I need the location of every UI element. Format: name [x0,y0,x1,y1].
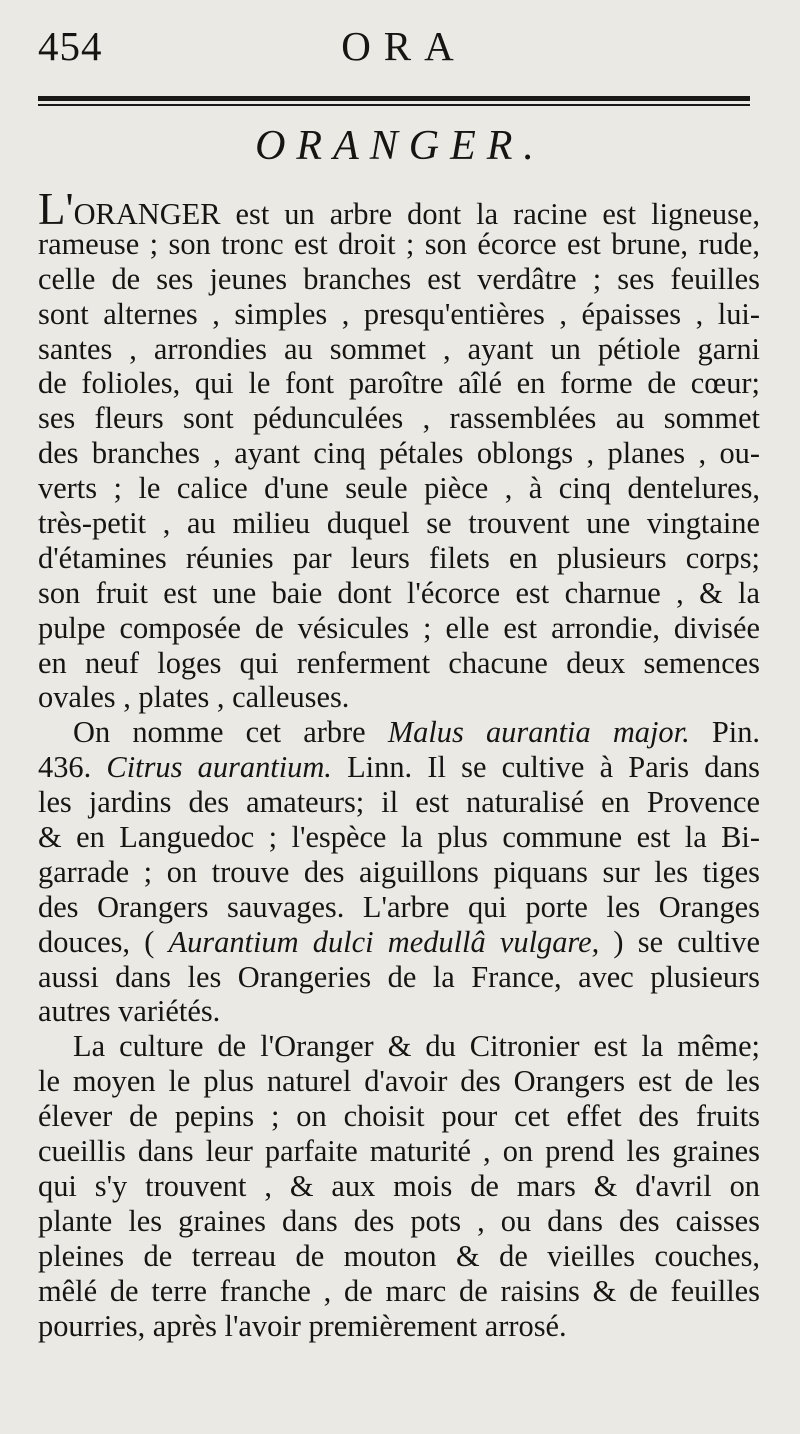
text-line [38,994,760,1029]
text-segment: celle de ses jeunes branches est verdâtre ; ses feuilles [38,261,760,296]
text-line [38,611,760,646]
italic-text: Aurantium dulci medullâ vulgare, [168,924,600,959]
text-segment: Linn. Il se cultive à Paris dans [331,750,761,785]
text-line [38,332,760,367]
text-segment: des Orangers sauvages. L'arbre qui porte les Oranges [38,889,760,924]
text-segment: santes , arrondies au sommet , ayant un pétiole garni [38,331,760,366]
text-line [38,1169,760,1204]
header-rule-thin [38,104,750,106]
text-segment: ovales , plates , calleuses. [38,680,350,715]
text-line [38,366,760,401]
text-line [38,960,760,995]
text-segment: & en Languedoc ; l'espèce la plus commune est la Bi- [38,820,760,855]
article-title: ORANGER. [255,123,545,169]
text-segment: pourries, après l'avoir premièrement arrosé. [38,1308,567,1343]
text-line [38,262,760,297]
text-segment: cueillis dans leur parfaite maturité , on prend les graines [38,1134,760,1169]
paragraph [38,184,760,715]
text-segment: 436. [38,750,107,785]
text-segment: La culture de l'Oranger & du Citronier est la même; [73,1029,760,1064]
text-line [38,184,760,234]
text-segment: autres variétés. [38,994,221,1029]
text-segment: Pin. [689,715,760,750]
text-segment: On nomme cet arbre [73,715,388,750]
text-segment: verts ; le calice d'une seule pièce , à cinq dentelures, [38,471,760,506]
article-body [38,184,761,1343]
text-line [38,297,760,332]
text-segment: pleines de terreau de mouton & de vieilles couches, [38,1238,760,1273]
text-segment: qui s'y trouvent , & aux mois de mars & d'avril on [38,1168,760,1203]
text-segment: rameuse ; son tronc est droit ; son écorce est brune, rude, [38,226,760,261]
text-line [38,401,760,436]
page-header [38,22,750,78]
text-line [38,1064,760,1099]
text-segment: les jardins des amateurs; il est naturalisé en Provence [38,785,760,820]
text-segment: ses fleurs sont pédunculées , rassemblées au sommet [38,401,760,436]
text-line [38,506,760,541]
text-segment: sont alternes , simples , presqu'entières , épaisses , lui- [38,296,760,331]
text-line [38,227,760,262]
text-segment: en neuf loges qui renferment chacune deux semences [38,645,760,680]
text-line [38,680,760,715]
text-line [38,1309,760,1344]
text-line [38,855,760,890]
paragraph [38,715,760,1029]
text-segment: plante les graines dans des pots , ou dans des caisses [38,1203,760,1238]
text-segment: mêlé de terre franche , de marc de raisins & de feuilles [38,1273,760,1308]
text-segment: très-petit , au milieu duquel se trouvent une vingtaine [38,506,760,541]
text-line [38,1099,760,1134]
header-rule [38,96,750,101]
text-line [38,576,760,611]
text-line [38,1204,760,1239]
text-segment: d'étamines réunies par leurs filets en plusieurs corps; [38,540,760,575]
text-segment: des branches , ayant cinq pétales oblongs , planes , ou- [38,436,760,471]
text-line [38,925,760,960]
italic-text: Citrus aurantium. [106,750,332,785]
text-segment: de folioles, qui le font paroître aîlé en forme de cœur; [38,366,760,401]
text-segment: son fruit est une baie dont l'écorce est charnue , & la [38,575,760,610]
text-line [38,436,760,471]
text-segment: garrade ; on trouve des aiguillons piquans sur les tiges [38,854,760,889]
text-line [38,1134,760,1169]
italic-text: Malus aurantia major. [387,715,690,750]
text-segment: douces, ( [38,924,169,959]
running-head: ORA [341,23,467,69]
text-segment: pulpe composée de vésicules ; elle est arrondie, divisée [38,610,760,645]
text-segment: ORANGER est un arbre dont la racine est ligneuse, [73,197,760,231]
text-line [38,890,760,925]
page-number: 454 [38,23,103,69]
text-line [38,785,760,820]
text-line [38,1274,760,1309]
text-line [38,541,760,576]
text-line [38,1239,760,1274]
text-segment: aussi dans les Orangeries de la France, avec plusieurs [38,959,760,994]
text-line [38,646,760,681]
paragraph [38,1029,760,1343]
text-line [38,715,760,750]
text-segment: élever de pepins ; on choisit pour cet effet des fruits [38,1099,760,1134]
text-line [38,471,760,506]
text-segment: le moyen le plus naturel d'avoir des Orangers est de les [38,1064,760,1099]
text-line [38,750,760,785]
text-segment: ) se cultive [599,924,760,959]
text-line [38,820,760,855]
initial-capital: L' [38,184,74,234]
text-line [38,1029,760,1064]
